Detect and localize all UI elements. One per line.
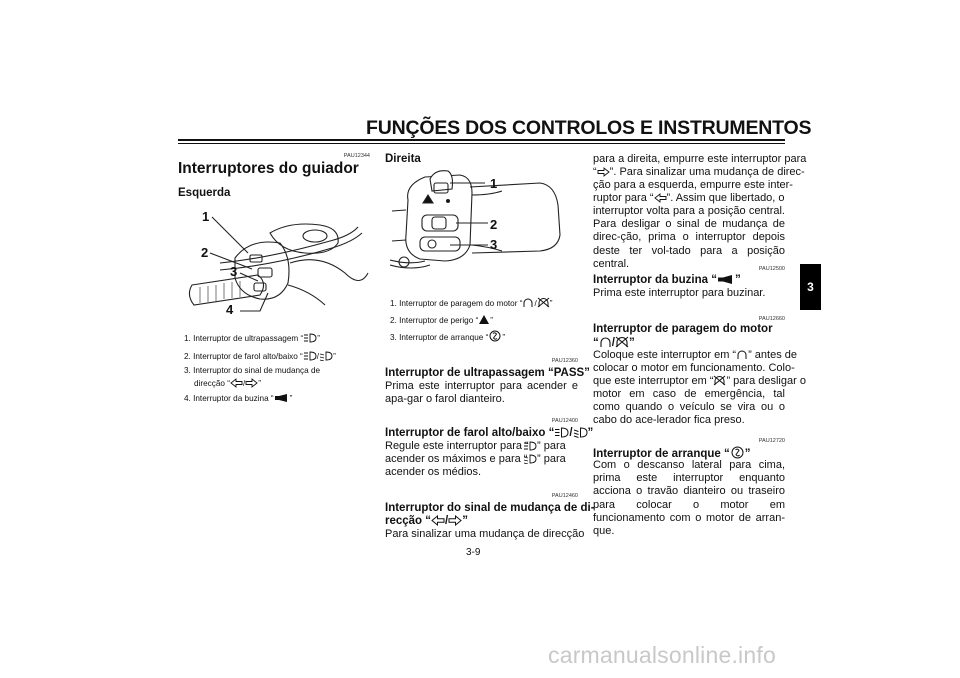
section-code: PAU12660 [758, 316, 785, 322]
high-beam-icon [554, 427, 569, 438]
arrow-right-icon [597, 167, 610, 177]
turn-switch-body: Para sinalizar uma mudança de direcção [385, 528, 585, 540]
caption-item: 2. Interruptor de farol alto/baixo “ / ” [184, 352, 336, 361]
low-beam-icon [523, 454, 537, 464]
starter-switch-body: Com o descanso lateral para cima, prima este interruptor enquanto acciona o travão dianteiro ou traseiro para colocar o motor em funcionamento com o motor de arran-que. [593, 459, 785, 538]
turn-switch-title-line2: recção “ / ” [385, 515, 468, 527]
page-number: 3-9 [466, 547, 481, 558]
high-beam-icon [523, 441, 537, 451]
pass-switch-title: Interruptor de ultrapassagem “PASS” [385, 367, 590, 379]
header-rule [178, 139, 785, 141]
beam-switch-line: acender os médios. [385, 466, 481, 478]
figure-label: 1 [490, 176, 498, 191]
beam-switch-line: acender os máximos e para “ ” para [385, 453, 566, 465]
starter-switch-title: Interruptor de arranque “ ” [593, 448, 751, 460]
turn-continued-line: “ ”. Para sinalizar uma mudança de direc- [593, 166, 805, 178]
caption-item: direcção “ / ” [194, 379, 261, 388]
engine-stop-icon [713, 375, 726, 386]
low-beam-icon [573, 427, 588, 438]
starter-icon [488, 330, 502, 342]
header-rule-thin [178, 143, 785, 144]
caption-item: 2. Interruptor de perigo “ ” [390, 316, 494, 325]
caption-item: 1. Interruptor de paragem do motor “ / ” [390, 299, 553, 308]
beam-switch-title: Interruptor de farol alto/baixo “ / ” [385, 427, 594, 439]
section-code: PAU12720 [758, 438, 785, 444]
turn-switch-title: Interruptor do sinal de mudança de di- [385, 502, 595, 514]
turn-continued-body: interruptor volta para a posição central. Para desligar o sinal de mudança de direc-ção, prima o interruptor depois deste ter vol-tado para a posição central. [593, 205, 785, 270]
stop-switch-body: motor em caso de emergência, tal como quando o veículo se vira ou o cabo do ace-lerador fica preso. [593, 388, 785, 427]
horn-switch-body: Prima este interruptor para buzinar. [593, 287, 766, 299]
section-title: Interruptores do guiador [178, 160, 359, 177]
beam-switch-line: Regule este interruptor para “ ” para [385, 440, 566, 452]
figure-label: 2 [490, 217, 498, 232]
arrow-left-icon [230, 378, 243, 388]
section-code: PAU12400 [551, 418, 578, 424]
turn-continued-line: ção para a esquerda, empurre este inter- [593, 179, 793, 191]
section-tab[interactable]: 3 [800, 264, 821, 310]
section-code: PAU12460 [551, 493, 578, 499]
horn-icon [717, 274, 735, 285]
figure-label: 4 [226, 302, 234, 317]
engine-run-icon [522, 297, 534, 308]
stop-switch-line: que este interruptor em “ ” para desligar o [593, 375, 806, 387]
section-code: PAU12344 [343, 153, 370, 159]
caption-item: 1. Interruptor de ultrapassagem “ ” [184, 334, 320, 343]
engine-run-icon [736, 349, 748, 360]
arrow-right-icon [245, 378, 258, 388]
stop-switch-line: Coloque este interruptor em “ ” antes de [593, 349, 797, 361]
low-beam-icon [319, 351, 333, 361]
figure-label: 3 [230, 264, 238, 279]
figure-label: 2 [201, 245, 209, 260]
stop-switch-title: Interruptor de paragem do motor [593, 323, 773, 335]
section-code: PAU12360 [551, 358, 578, 364]
horn-switch-title: Interruptor da buzina “ ” [593, 274, 741, 286]
engine-stop-icon [615, 336, 629, 348]
stop-switch-line: colocar o motor em funcionamento. Colo- [593, 362, 795, 374]
page-header-title: FUNÇÕES DOS CONTROLOS E INSTRUMENTOS [366, 117, 812, 139]
turn-continued-line: ruptor para “ ”. Assim que libertado, o [593, 192, 785, 204]
watermark: carmanualsonline.info [548, 642, 776, 668]
subsection-title-right: Direita [385, 153, 421, 165]
stop-switch-title-line2: “ / ” [593, 337, 635, 349]
caption-item: 4. Interruptor da buzina “ ” [184, 394, 293, 403]
figure-label: 3 [490, 237, 498, 252]
high-beam-icon [303, 351, 317, 361]
subsection-title-left: Esquerda [178, 187, 231, 199]
caption-item: 3. Interruptor do sinal de mudança de [184, 366, 321, 375]
turn-continued-line: para a direita, empurre este interruptor para [593, 153, 807, 165]
starter-icon [730, 446, 745, 459]
high-beam-icon [303, 333, 317, 343]
right-handlebar-illustration [390, 165, 580, 280]
horn-icon [274, 393, 290, 403]
arrow-left-icon [431, 515, 445, 526]
engine-stop-icon [537, 297, 550, 308]
caption-item: 3. Interruptor de arranque “ ” [390, 330, 505, 345]
arrow-right-icon [448, 515, 462, 526]
pass-switch-body: Prima este interruptor para acender e apa-gar o farol dianteiro. [385, 380, 578, 406]
arrow-left-icon [654, 193, 667, 203]
figure-label: 1 [202, 209, 210, 224]
section-code: PAU12500 [758, 266, 785, 272]
engine-run-icon [599, 336, 612, 348]
hazard-icon [478, 314, 490, 325]
